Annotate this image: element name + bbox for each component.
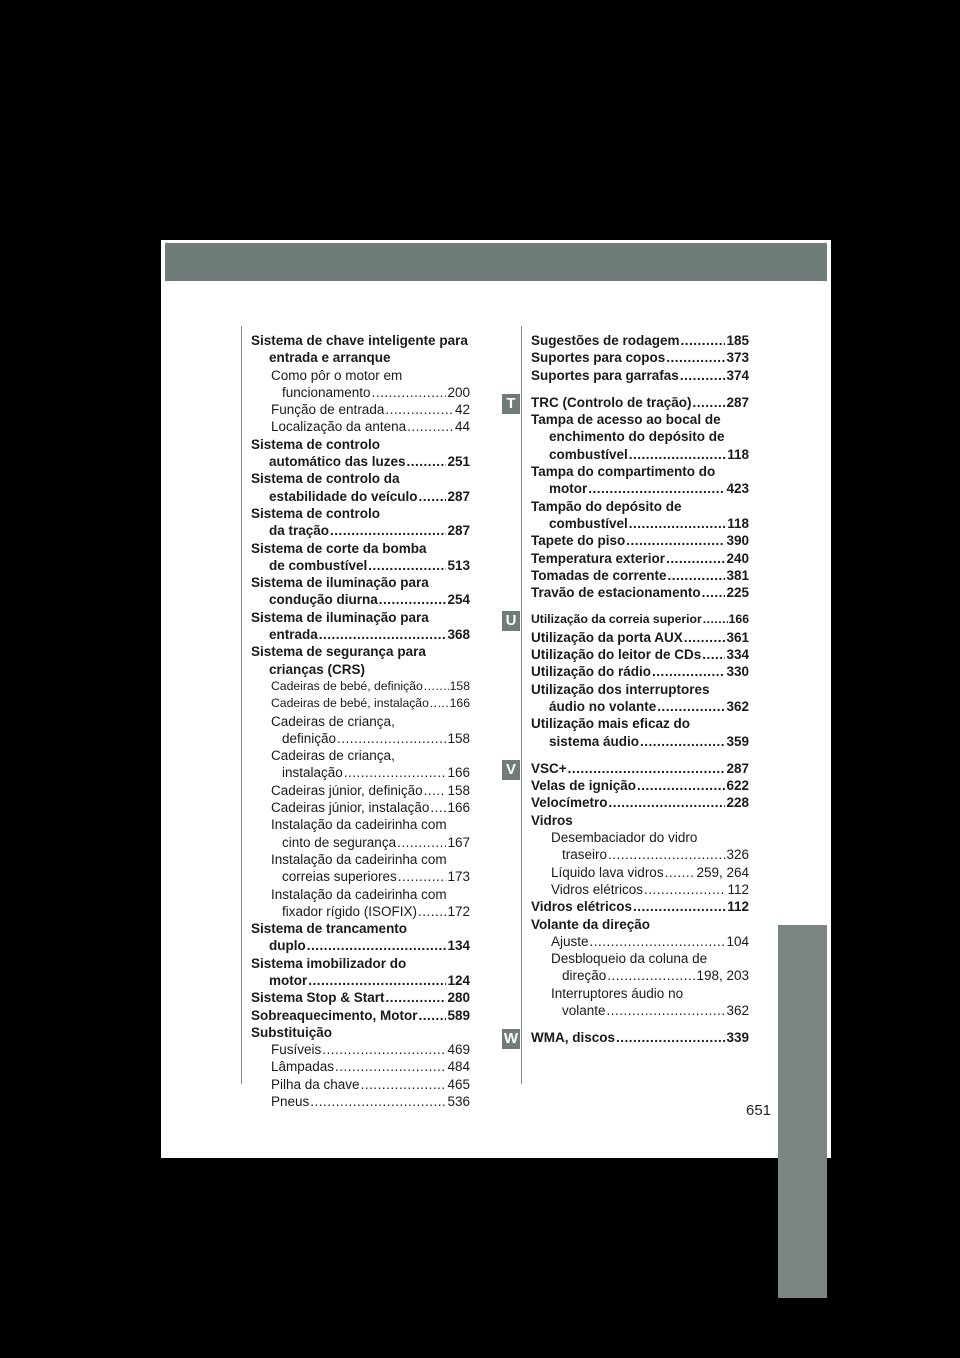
index-term: Utilização dos interruptores [531, 681, 710, 697]
index-term: Função de entrada [271, 402, 385, 418]
index-entry [251, 1093, 470, 1110]
index-term: Desembaciador do vidro [551, 830, 698, 846]
dot-leader [680, 367, 726, 384]
index-entry [531, 829, 749, 846]
index-term: fixador rígido (ISOFIX) [282, 903, 418, 919]
dot-leader [319, 626, 447, 643]
page-reference: 368 [447, 627, 470, 643]
page-reference: 622 [726, 778, 749, 794]
page-reference: 42 [454, 402, 470, 418]
index-term: Localização da antena [271, 419, 407, 435]
index-entry [251, 886, 470, 903]
index-term: definição [282, 730, 337, 746]
index-entry [531, 950, 749, 967]
page-reference: 423 [726, 481, 749, 497]
page-reference: 166 [447, 765, 470, 781]
index-term: Cadeiras de criança, [271, 713, 395, 729]
index-term: Temperatura exterior [531, 550, 666, 566]
index-entry [531, 898, 749, 915]
letter-marker-v: V [502, 760, 520, 780]
index-entry [251, 713, 470, 730]
index-entry [531, 733, 749, 750]
page-reference: 484 [447, 1059, 470, 1075]
index-term: entrada [269, 627, 318, 643]
index-term: Instalação da cadeirinha com [271, 886, 447, 902]
index-term: Vidros elétricos [531, 899, 633, 915]
index-term: estabilidade do veículo [269, 488, 418, 504]
dot-leader [657, 698, 725, 715]
index-entry [251, 1024, 470, 1041]
dot-leader [418, 903, 446, 920]
letter-marker-u: U [502, 611, 520, 631]
index-entry [531, 394, 749, 411]
index-term: Tampão do depósito de [531, 498, 682, 514]
index-term: Velas de ignição [531, 778, 637, 794]
page-reference: 251 [447, 454, 470, 470]
index-term: Sistema de controlo [251, 505, 381, 521]
index-entry [251, 557, 470, 574]
index-term: funcionamento [282, 384, 371, 400]
index-entry [531, 1002, 749, 1019]
page-reference: 334 [726, 647, 749, 663]
index-term: automático das luzes [269, 454, 406, 470]
index-entry [531, 349, 749, 366]
page-reference: 259, 264 [696, 864, 749, 880]
page-reference: 124 [447, 972, 470, 988]
dot-leader [368, 557, 446, 574]
index-entry [251, 488, 470, 505]
index-entry [251, 799, 470, 816]
index-entry [251, 505, 470, 522]
page-number: 651 [746, 1102, 772, 1119]
index-entry [251, 955, 470, 972]
dot-leader [608, 846, 725, 863]
dot-leader [665, 864, 696, 881]
index-term: Utilização do leitor de CDs [531, 647, 702, 663]
index-term: motor [549, 481, 588, 497]
index-entry [531, 367, 749, 384]
page-reference: 200 [447, 384, 470, 400]
index-term: Sistema de controlo da [251, 471, 400, 487]
page-reference: 158 [449, 678, 470, 693]
index-term: Sugestões de rodagem [531, 333, 680, 348]
dot-leader [616, 1029, 725, 1046]
dot-leader [397, 834, 446, 851]
page-reference: 381 [726, 567, 749, 583]
index-entry [531, 967, 749, 984]
index-term: Pilha da chave [271, 1076, 360, 1092]
dot-leader [372, 384, 447, 401]
dot-leader [424, 782, 447, 799]
dot-leader [310, 1093, 446, 1110]
index-entry [251, 972, 470, 989]
index-entry [251, 989, 470, 1006]
page-reference: 134 [447, 938, 470, 954]
index-term: Ajuste [551, 933, 589, 949]
page-reference: 112 [727, 899, 749, 915]
index-entry [531, 463, 749, 480]
dot-leader [335, 1058, 446, 1075]
index-entry [531, 681, 749, 698]
page-reference: 172 [447, 903, 470, 919]
index-entry [251, 920, 470, 937]
index-entry [531, 864, 749, 881]
header-band [165, 243, 827, 281]
index-term: Suportes para garrafas [531, 367, 679, 383]
letter-gap [531, 750, 749, 760]
index-entry [251, 1076, 470, 1093]
index-entry [251, 1007, 470, 1024]
index-term: Suportes para copos [531, 350, 666, 366]
index-term: Líquido lava vidros [551, 864, 664, 880]
index-entry [531, 550, 749, 567]
dot-leader [385, 401, 454, 418]
index-entry [251, 695, 470, 712]
index-entry [251, 903, 470, 920]
index-term: volante [562, 1002, 606, 1018]
dot-leader [702, 646, 725, 663]
index-term: Como pôr o motor em [271, 367, 403, 383]
index-entry [531, 812, 749, 829]
index-entry [251, 834, 470, 851]
index-entry [251, 730, 470, 747]
index-entry [531, 777, 749, 794]
index-entry [531, 646, 749, 663]
index-entry [531, 567, 749, 584]
page-reference: 166 [728, 612, 749, 627]
dot-leader [337, 730, 446, 747]
index-entry [251, 937, 470, 954]
letter-marker-w: W [503, 1030, 519, 1047]
index-entry [251, 332, 470, 349]
index-term: Vidros [531, 812, 573, 828]
page-reference: 589 [447, 1007, 470, 1023]
index-term: Velocímetro [531, 795, 608, 811]
index-term: Sistema de trancamento [251, 921, 408, 937]
page-reference: 158 [447, 782, 470, 798]
index-entry [251, 851, 470, 868]
index-entry [251, 782, 470, 799]
page-reference: 339 [726, 1030, 749, 1046]
right-column-rule [521, 326, 522, 1084]
index-term: Tampa de acesso ao bocal de [531, 412, 721, 428]
index-entry [531, 629, 749, 646]
index-term: Pneus [271, 1094, 310, 1110]
index-entry [531, 411, 749, 428]
index-term: correias superiores [282, 869, 397, 885]
index-term: Cadeiras júnior, instalação [271, 800, 430, 816]
index-entry [251, 661, 470, 678]
page-reference: 287 [447, 488, 470, 504]
index-entry [251, 764, 470, 781]
index-term: instalação [282, 765, 343, 781]
index-term: Sistema de iluminação para [251, 609, 429, 625]
index-entry [251, 418, 470, 435]
dot-leader [386, 989, 447, 1006]
dot-leader [626, 532, 725, 549]
index-entry [531, 760, 749, 777]
page-reference: 112 [727, 881, 749, 897]
index-term: Cadeiras de criança, [271, 748, 395, 764]
index-term: condução diurna [269, 592, 378, 608]
index-entry [251, 436, 470, 453]
dot-leader [640, 733, 725, 750]
index-term: entrada e arranque [269, 350, 391, 366]
page-reference: 359 [726, 733, 749, 749]
index-entry [251, 609, 470, 626]
index-term: sistema áudio [549, 733, 640, 749]
dot-leader [407, 453, 447, 470]
page-reference: 361 [726, 629, 749, 645]
index-term: Sistema de chave inteligente para [251, 333, 468, 348]
dot-leader [379, 591, 447, 608]
page-reference: 185 [726, 333, 749, 348]
dot-leader [684, 629, 726, 646]
letter-gap [531, 601, 749, 611]
index-term: Cadeiras de bebé, instalação [271, 696, 429, 711]
index-term: áudio no volante [549, 698, 657, 714]
index-term: combustível [549, 515, 628, 531]
dot-leader [430, 695, 449, 712]
page-reference: 166 [449, 696, 470, 711]
dot-leader [607, 1002, 726, 1019]
index-term: Instalação da cadeirinha com [271, 851, 447, 867]
dot-leader [668, 567, 726, 584]
index-term: VSC+ [531, 760, 567, 776]
index-entry [531, 881, 749, 898]
index-entry [531, 498, 749, 515]
page-reference: 374 [726, 367, 749, 383]
index-entry [251, 522, 470, 539]
index-entry [531, 1029, 749, 1046]
dot-leader [607, 967, 695, 984]
dot-leader [629, 446, 726, 463]
dot-leader [424, 678, 449, 695]
page-reference: 104 [726, 933, 749, 949]
index-entry [251, 384, 470, 401]
index-entry [531, 584, 749, 601]
index-left-column [251, 332, 470, 1110]
dot-leader [644, 881, 726, 898]
index-entry [251, 747, 470, 764]
page-reference: 254 [447, 592, 470, 608]
index-term: cinto de segurança [282, 834, 397, 850]
page-reference: 469 [447, 1042, 470, 1058]
page-reference: 287 [726, 394, 749, 410]
index-term: Sobreaquecimento, Motor [251, 1007, 418, 1023]
dot-leader [703, 611, 728, 628]
index-entry [251, 574, 470, 591]
letter-marker-t: T [502, 394, 520, 414]
left-column-rule [241, 326, 242, 1084]
page-reference: 198, 203 [696, 968, 749, 984]
dot-leader [407, 418, 454, 435]
dot-leader [629, 515, 726, 532]
index-term: Cadeiras júnior, definição [271, 782, 423, 798]
index-term: Travão de estacionamento [531, 585, 701, 601]
index-entry [531, 663, 749, 680]
page-reference: 362 [726, 698, 749, 714]
dot-leader [609, 794, 726, 811]
index-entry [531, 480, 749, 497]
index-term: Desbloqueio da coluna de [551, 951, 708, 967]
dot-leader [361, 1076, 447, 1093]
index-term: crianças (CRS) [269, 661, 366, 677]
index-term: Vidros elétricos [551, 881, 644, 897]
index-term: Interruptores áudio no [551, 985, 684, 1001]
index-term: Volante da direção [531, 916, 651, 932]
dot-leader [652, 663, 725, 680]
index-term: da tração [269, 523, 330, 539]
index-entry [531, 698, 749, 715]
page-reference: 167 [447, 834, 470, 850]
index-entry [251, 367, 470, 384]
dot-leader [419, 1007, 447, 1024]
index-right-column [531, 332, 749, 1047]
index-entry [251, 626, 470, 643]
index-entry [251, 470, 470, 487]
index-entry [251, 401, 470, 418]
page-reference: 44 [454, 419, 470, 435]
index-entry [251, 643, 470, 660]
dot-leader [633, 898, 726, 915]
index-entry [531, 794, 749, 811]
dot-leader [666, 550, 725, 567]
index-term: Utilização do rádio [531, 664, 652, 680]
index-entry [531, 611, 749, 628]
index-entry [251, 453, 470, 470]
page-reference: 536 [447, 1094, 470, 1110]
dot-leader [322, 1041, 446, 1058]
page-reference: 225 [726, 585, 749, 601]
index-term: de combustível [269, 557, 368, 573]
dot-leader [590, 933, 726, 950]
index-term: Sistema de segurança para [251, 644, 426, 660]
letter-gap [531, 1019, 749, 1029]
index-term: Tomadas de corrente [531, 567, 667, 583]
page-reference: 287 [447, 523, 470, 539]
index-entry [531, 846, 749, 863]
index-term: Sistema de iluminação para [251, 575, 429, 591]
page-reference: 173 [447, 869, 470, 885]
index-entry [251, 591, 470, 608]
index-entry [251, 868, 470, 885]
index-entry [531, 985, 749, 1002]
page-reference: 158 [447, 730, 470, 746]
index-term: WMA, discos [531, 1030, 616, 1046]
index-entry [531, 428, 749, 445]
dot-leader [568, 760, 726, 777]
index-entry [251, 816, 470, 833]
index-entry [251, 678, 470, 695]
index-term: Sistema de corte da bomba [251, 540, 427, 556]
index-term: enchimento do depósito de [549, 429, 725, 445]
page-reference: 280 [447, 990, 470, 1006]
dot-leader [681, 332, 726, 349]
page-reference: 330 [726, 664, 749, 680]
index-term: motor [269, 972, 308, 988]
dot-leader [588, 480, 725, 497]
dot-leader [702, 584, 726, 601]
dot-leader [430, 799, 446, 816]
page-reference: 118 [727, 446, 749, 462]
dot-leader [330, 522, 446, 539]
index-entry [531, 532, 749, 549]
index-term: Utilização da correia superior [531, 612, 702, 627]
dot-leader [419, 488, 447, 505]
page-reference: 228 [726, 795, 749, 811]
index-term: Sistema Stop & Start [251, 990, 385, 1006]
letter-gap [531, 384, 749, 394]
index-term: duplo [269, 938, 306, 954]
page-reference: 373 [726, 350, 749, 366]
index-entry [531, 515, 749, 532]
dot-leader [693, 394, 726, 411]
index-entry [251, 540, 470, 557]
page-reference: 465 [447, 1076, 470, 1092]
page-reference: 240 [726, 550, 749, 566]
dot-leader [307, 937, 447, 954]
page-reference: 166 [447, 800, 470, 816]
index-term: Tapete do piso [531, 533, 626, 549]
dot-leader [344, 764, 447, 781]
dot-leader [637, 777, 725, 794]
dot-leader [398, 868, 447, 885]
page-reference: 390 [726, 533, 749, 549]
index-entry [251, 349, 470, 366]
index-entry [531, 916, 749, 933]
index-entry [531, 446, 749, 463]
dot-leader [666, 349, 725, 366]
index-term: TRC (Controlo de tração) [531, 394, 692, 410]
index-term: Lâmpadas [271, 1059, 335, 1075]
index-term: Utilização da porta AUX [531, 629, 683, 645]
index-entry [531, 332, 749, 349]
index-term: traseiro [562, 847, 608, 863]
index-term: direção [562, 968, 607, 984]
index-term: Utilização mais eficaz do [531, 716, 691, 732]
index-entry [531, 933, 749, 950]
page-reference: 513 [447, 557, 470, 573]
page-reference: 362 [726, 1002, 749, 1018]
index-entry [251, 1058, 470, 1075]
page-reference: 118 [727, 515, 749, 531]
index-term: Tampa do compartimento do [531, 464, 716, 480]
index-entry [531, 715, 749, 732]
section-side-tab [778, 925, 827, 1298]
page-reference: 326 [726, 847, 749, 863]
index-entry [251, 1041, 470, 1058]
index-term: Substituição [251, 1024, 333, 1040]
index-term: Sistema de controlo [251, 436, 381, 452]
index-term: Sistema imobilizador do [251, 955, 407, 971]
index-term: Cadeiras de bebé, definição [271, 678, 423, 693]
index-term: combustível [549, 446, 628, 462]
dot-leader [308, 972, 446, 989]
page-reference: 287 [726, 760, 749, 776]
index-term: Instalação da cadeirinha com [271, 817, 447, 833]
index-term: Fusíveis [271, 1042, 322, 1058]
